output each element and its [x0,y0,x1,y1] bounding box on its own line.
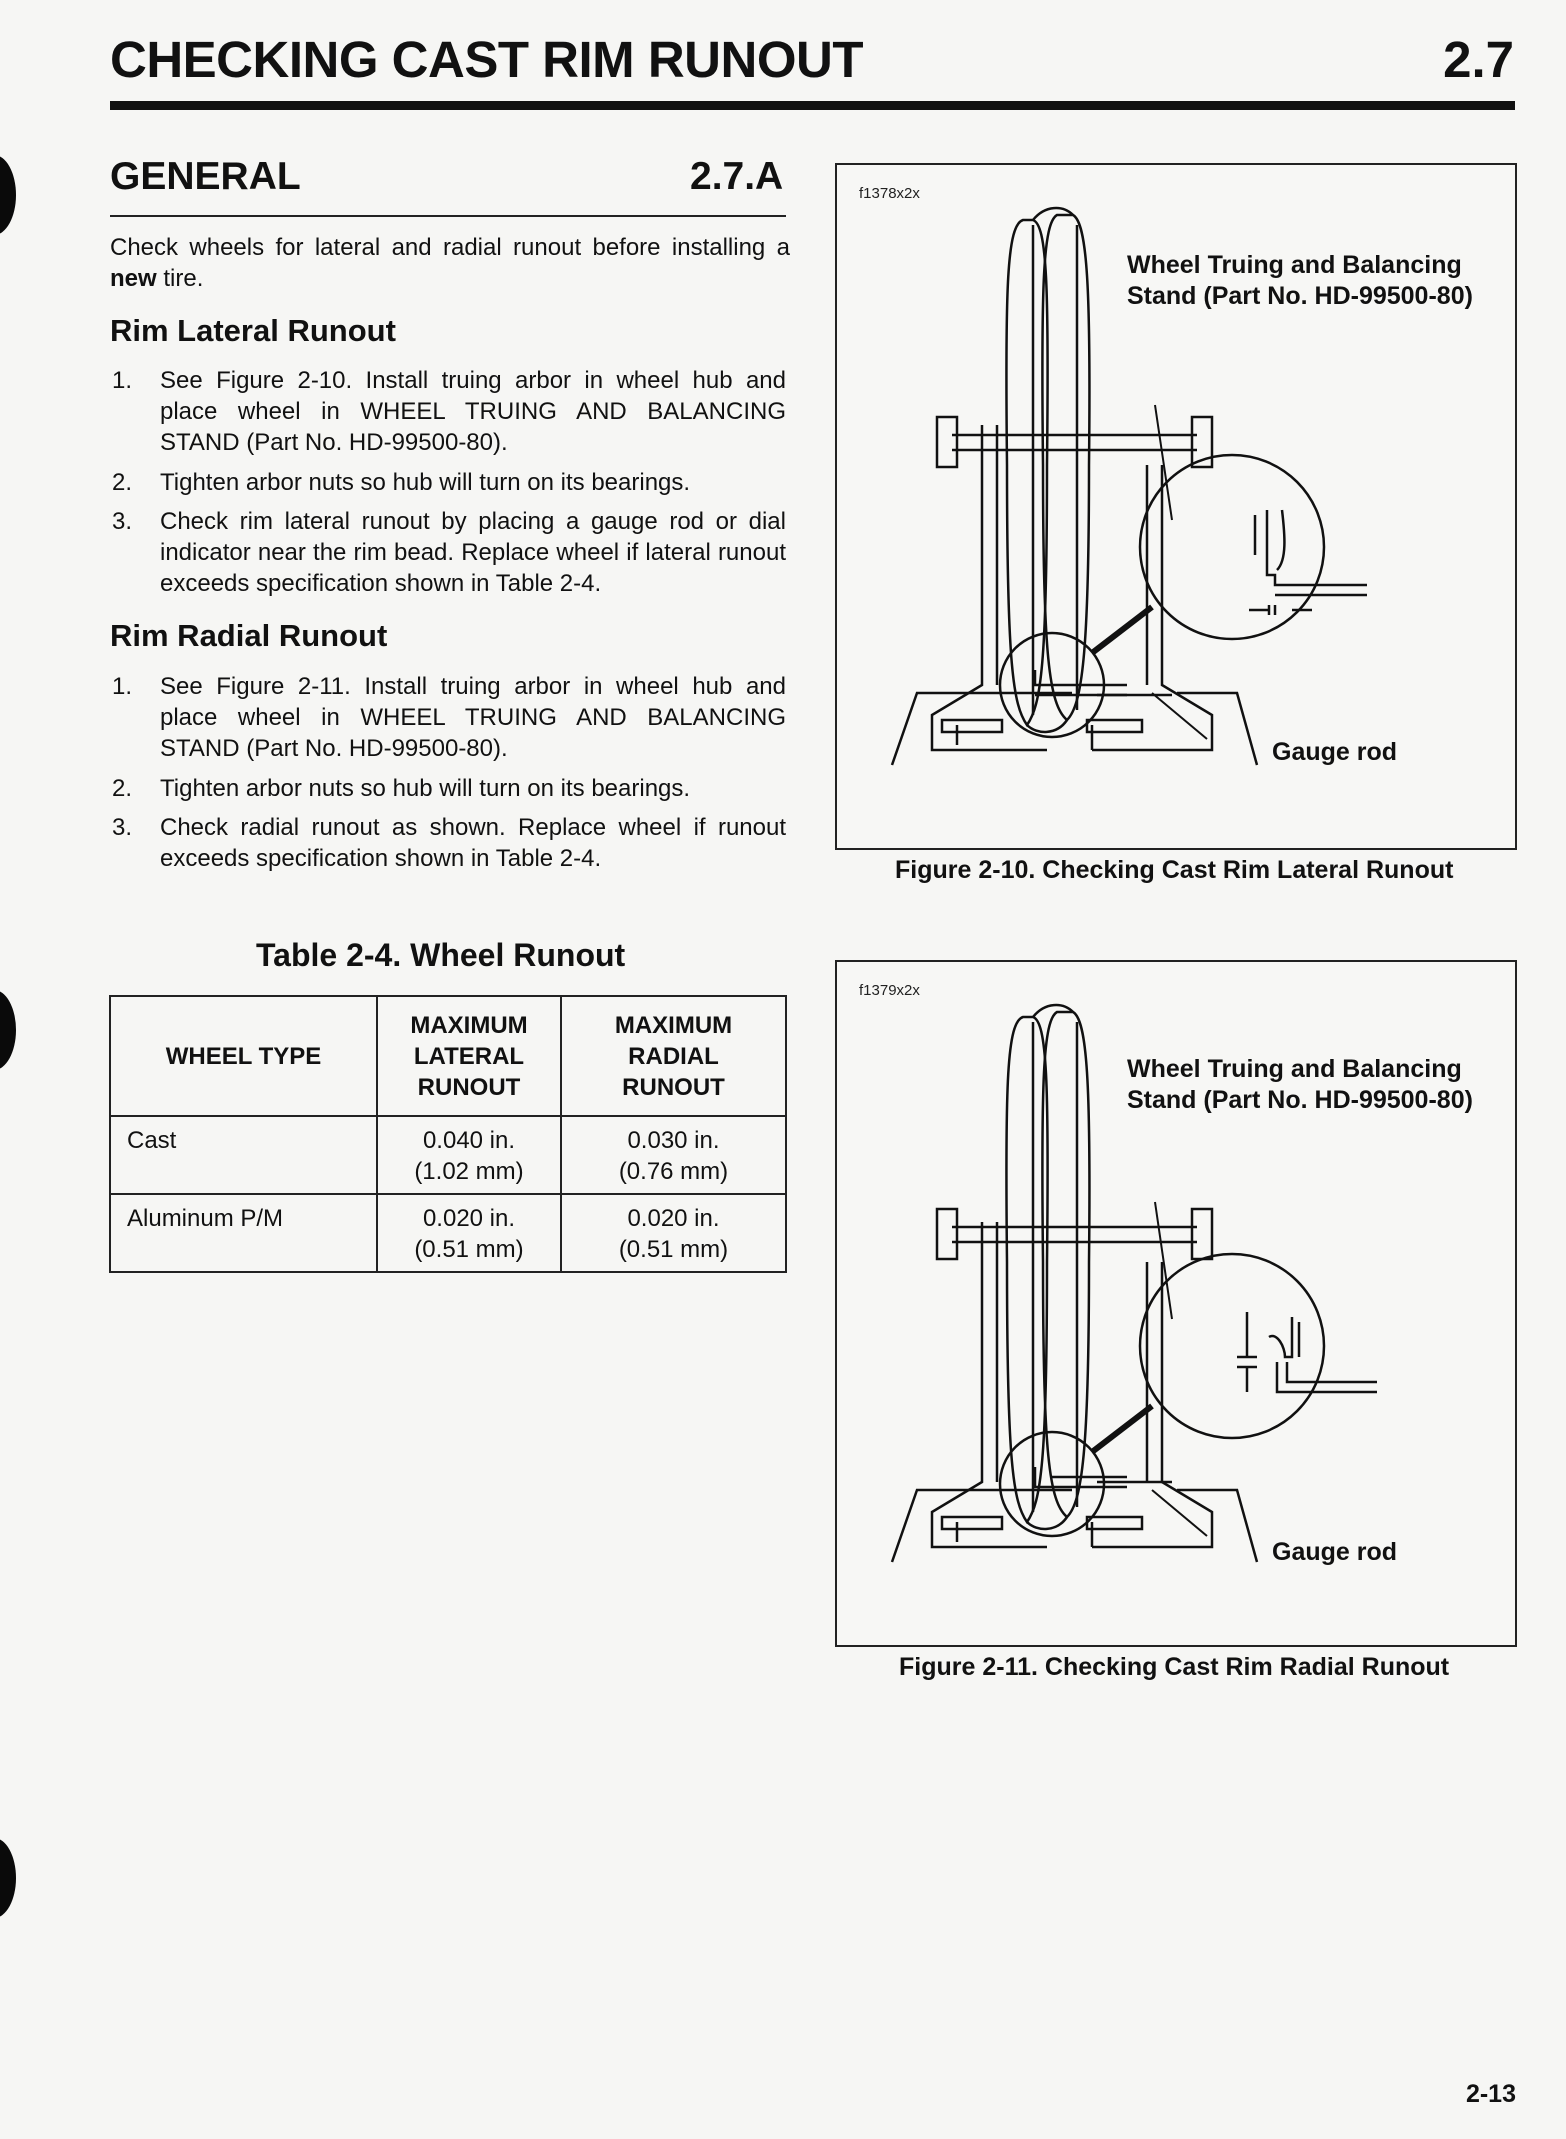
runout-table [109,995,787,1273]
header-wheel-type [110,996,377,1116]
intro-text-end: tire. [156,265,204,292]
step-number: 2. [112,469,133,496]
figure-lateral-runout [835,163,1517,850]
header-text: WHEEL TYPE [165,1042,322,1070]
table-row [110,1116,786,1194]
cell-wheel-type: Aluminum P/M [110,1194,377,1272]
figure-caption: Figure 2-10. Checking Cast Rim Lateral Runout [895,856,1454,884]
stand-label [1127,1054,1473,1116]
stand-label-line: Wheel Truing and Balancing [1127,1055,1462,1083]
cell-radial [561,1116,786,1194]
header-text: MAXIMUM LATERAL RUNOUT [410,1011,528,1101]
header-max-radial [561,996,786,1116]
cell-wheel-type: Cast [110,1116,377,1194]
binder-hole [0,155,16,235]
value-in: 0.030 in. [627,1127,720,1154]
header-text: MAXIMUM RADIAL RUNOUT [614,1011,733,1101]
step-number: 1. [112,367,133,394]
step-text: Tighten arbor nuts so hub will turn on its bearings. [160,775,691,802]
step-text: See Figure 2-11. Install truing arbor in wheel hub and place wheel in WHEEL TRUING AND BALANCING STAND (Part No. HD-99500-80). [160,673,786,762]
intro-bold-word: new [110,265,157,292]
step-text: Tighten arbor nuts so hub will turn on its bearings. [160,469,691,496]
stand-label-line: Wheel Truing and Balancing [1127,251,1462,279]
radial-runout-heading: Rim Radial Runout [110,618,388,653]
step-text: Check rim lateral runout by placing a gauge rod or dial indicator near the rim bead. Replace wheel if lateral runout exceeds specification shown in Table 2-4. [160,508,786,597]
figure-id: f1378x2x [859,185,920,202]
general-section-number: 2.7.A [690,155,784,198]
figure-id: f1379x2x [859,982,920,999]
table-title: Table 2-4. Wheel Runout [256,937,626,973]
stand-label [1127,250,1473,312]
page-number: 2-13 [1465,2080,1516,2108]
binder-hole [0,1838,16,1918]
step-number: 2. [112,775,133,802]
radial-step [110,812,786,874]
cell-radial [561,1194,786,1272]
title-rule [110,101,1515,110]
value-mm: (0.51 mm) [414,1236,524,1263]
stand-label-line: Stand (Part No. HD-99500-80) [1127,282,1473,310]
stand-label-line: Stand (Part No. HD-99500-80) [1127,1086,1473,1114]
radial-step [110,773,786,804]
section-number: 2.7 [1443,31,1514,88]
intro-text: Check wheels for lateral and radial runout before installing a [110,234,790,261]
table-row [110,1194,786,1272]
value-mm: (1.02 mm) [414,1158,524,1185]
figure-caption: Figure 2-11. Checking Cast Rim Radial Runout [899,1653,1450,1681]
gauge-rod-label: Gauge rod [1272,738,1398,766]
value-mm: (0.51 mm) [618,1236,729,1263]
lateral-runout-heading: Rim Lateral Runout [110,313,396,348]
header-max-lateral [377,996,561,1116]
value-in: 0.020 in. [627,1205,720,1232]
table-header-row [110,996,786,1116]
cell-lateral [377,1116,561,1194]
lateral-step [110,506,786,599]
step-number: 3. [112,508,133,535]
intro-paragraph [110,232,790,294]
binder-hole [0,990,16,1070]
cell-lateral [377,1194,561,1272]
step-text: See Figure 2-10. Install truing arbor in wheel hub and place wheel in WHEEL TRUING AND BALANCING STAND (Part No. HD-99500-80). [160,367,786,456]
general-heading: GENERAL [110,155,301,198]
general-rule [110,215,786,217]
figure-radial-runout [835,960,1517,1647]
step-number: 3. [112,814,133,841]
lateral-step [110,365,786,458]
radial-step [110,671,786,764]
value-in: 0.020 in. [422,1205,516,1232]
page-title: CHECKING CAST RIM RUNOUT [110,31,863,88]
lateral-step [110,467,786,498]
step-text: Check radial runout as shown. Replace wheel if runout exceeds specification shown in Table 2-4. [160,814,786,872]
gauge-rod-label: Gauge rod [1272,1538,1398,1566]
value-in: 0.040 in. [422,1127,516,1154]
step-number: 1. [112,673,133,700]
value-mm: (0.76 mm) [618,1158,729,1185]
